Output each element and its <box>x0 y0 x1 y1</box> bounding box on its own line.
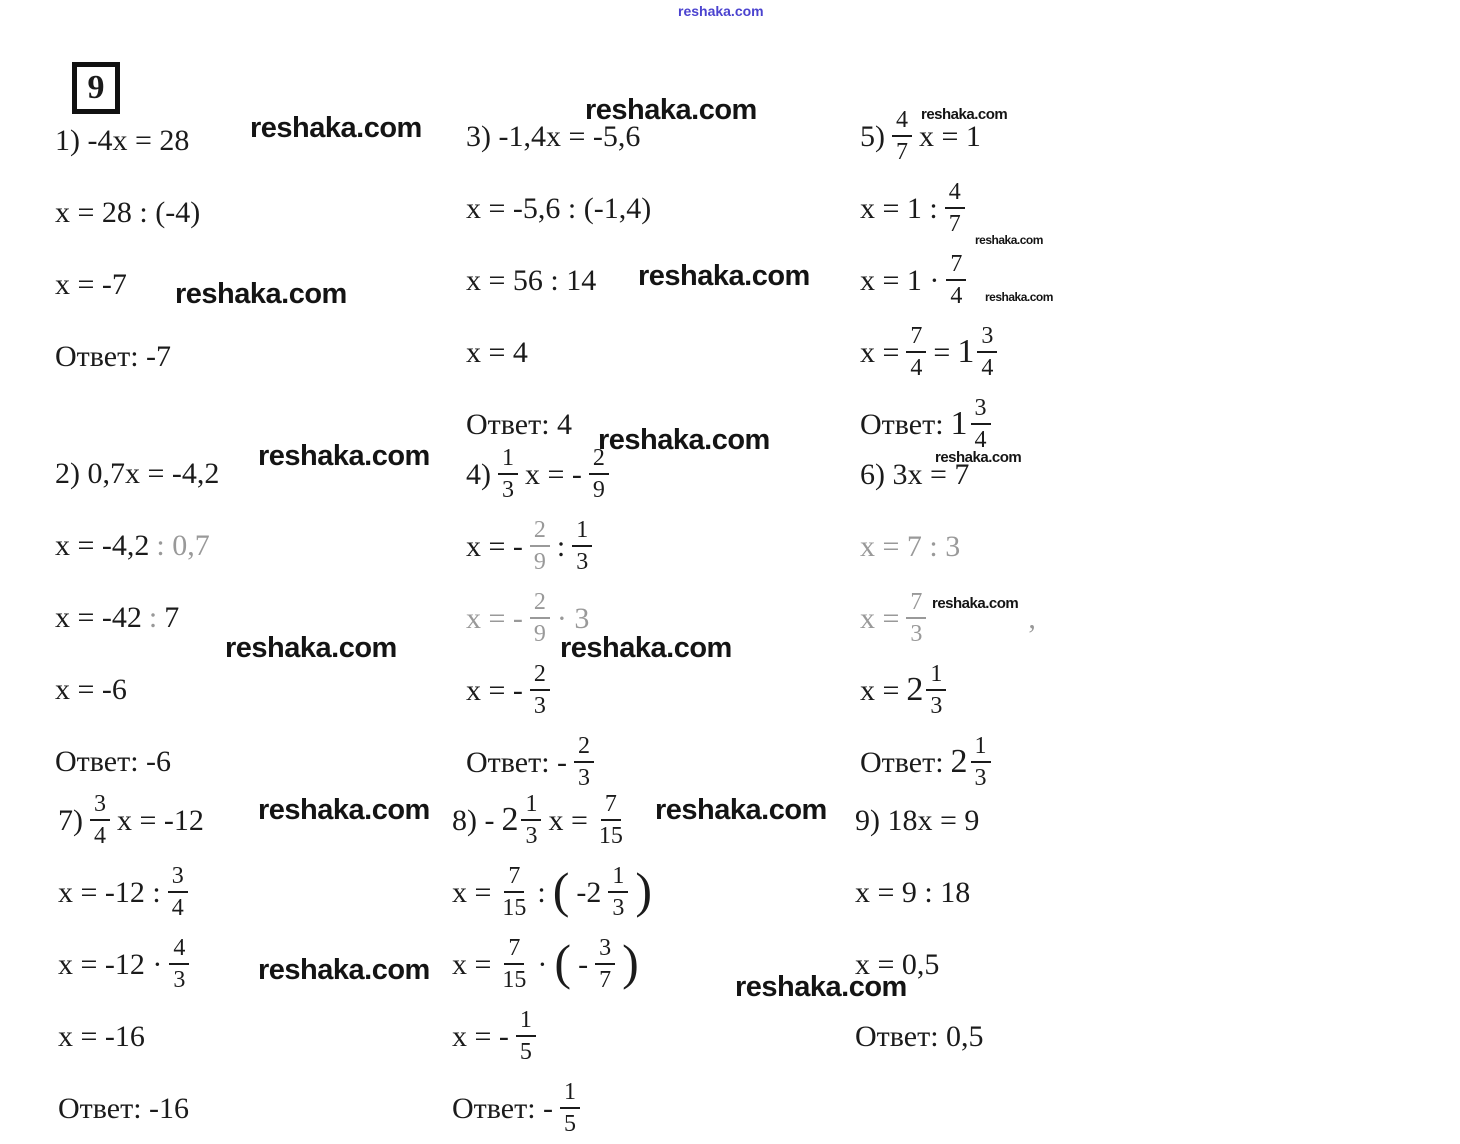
mixed-number <box>501 791 541 849</box>
fraction-numerator: 3 <box>595 935 615 965</box>
math-line <box>466 316 651 388</box>
mixed-number <box>957 323 997 381</box>
math-text: x = -12 <box>117 803 204 837</box>
problem-5-solution <box>860 100 997 460</box>
problem-6-solution <box>860 438 1036 798</box>
math-line <box>466 510 609 582</box>
problem-8-solution <box>452 784 652 1144</box>
fraction <box>530 589 550 647</box>
math-text: x = - <box>452 1019 509 1053</box>
math-text: x = 4 <box>466 335 528 369</box>
math-line <box>452 856 652 928</box>
math-text: , <box>1028 601 1036 635</box>
math-line <box>452 784 652 856</box>
fraction <box>977 323 997 381</box>
math-line <box>860 316 997 388</box>
problem-2-solution <box>55 437 219 797</box>
fraction-denominator: 3 <box>910 621 923 647</box>
fraction <box>530 517 550 575</box>
mixed-whole: 2 <box>906 671 924 709</box>
fraction-denominator: 9 <box>533 549 546 575</box>
fraction <box>572 517 592 575</box>
math-text: x = 1 · <box>860 263 940 297</box>
problem-7-solution <box>58 784 204 1144</box>
math-line <box>55 653 219 725</box>
fraction-numerator: 7 <box>504 863 524 893</box>
mixed-number <box>951 733 991 791</box>
watermark-stamp: reshaka.com <box>975 233 1043 247</box>
fraction <box>169 935 189 993</box>
math-text: 2) 0,7x = -4,2 <box>55 456 220 490</box>
fraction-numerator: 4 <box>945 179 965 209</box>
math-text: x = <box>452 947 492 981</box>
math-text: 7) <box>58 803 83 837</box>
math-text: ( <box>552 861 570 918</box>
fraction-numerator: 1 <box>608 863 628 893</box>
fraction-denominator: 9 <box>533 621 546 647</box>
math-text: x = - <box>466 673 523 707</box>
fraction-numerator: 7 <box>906 323 926 353</box>
math-text: ( <box>554 933 572 990</box>
fraction <box>971 733 991 791</box>
fraction-numerator: 1 <box>572 517 592 547</box>
watermark-stamp: reshaka.com <box>175 278 347 310</box>
math-text: Ответ: - <box>466 745 568 779</box>
fraction-numerator: 4 <box>169 935 189 965</box>
fraction-numerator: 1 <box>516 1007 536 1037</box>
math-text: Ответ: 4 <box>466 407 573 441</box>
fraction-numerator: 2 <box>530 589 550 619</box>
fraction <box>608 863 628 921</box>
fraction-numerator: 3 <box>971 395 991 425</box>
fraction-denominator: 7 <box>896 139 908 165</box>
watermark-stamp: reshaka.com <box>250 112 422 144</box>
math-line <box>466 244 651 316</box>
math-line <box>55 437 219 509</box>
fraction-numerator: 2 <box>574 733 594 763</box>
fraction-denominator: 3 <box>578 765 591 791</box>
fraction-denominator: 4 <box>950 283 963 309</box>
math-text: Ответ: -7 <box>55 339 172 373</box>
math-text: x = - <box>466 529 523 563</box>
math-text: Ответ: <box>860 407 944 441</box>
fraction-numerator: 2 <box>530 661 550 691</box>
math-text: x = -4,2 <box>55 528 150 562</box>
mixed-whole: 2 <box>950 743 968 781</box>
fraction-numerator: 7 <box>601 791 621 821</box>
watermark-stamp: reshaka.com <box>258 794 430 826</box>
fraction-numerator: 3 <box>168 863 188 893</box>
mixed-whole: 1 <box>957 333 975 371</box>
fraction-denominator: 4 <box>171 895 184 921</box>
math-text: x = 9 : 18 <box>855 875 971 909</box>
math-line <box>58 856 204 928</box>
fraction-numerator: 1 <box>971 733 991 763</box>
math-text: x = -16 <box>58 1019 145 1053</box>
problem-1-solution <box>55 104 200 392</box>
math-line <box>58 1072 204 1144</box>
fraction <box>595 791 627 849</box>
math-text: x = 28 : (-4) <box>55 195 201 229</box>
math-line <box>55 320 200 392</box>
fraction-denominator: 4 <box>974 427 987 453</box>
fraction-numerator: 1 <box>926 661 946 691</box>
math-text: -2 <box>576 875 602 909</box>
math-text: · 3 <box>556 601 590 635</box>
fraction-denominator: 4 <box>981 355 994 381</box>
math-text: Ответ: -6 <box>55 744 172 778</box>
math-text: x = 56 : 14 <box>466 263 597 297</box>
watermark-stamp: reshaka.com <box>225 632 397 664</box>
fraction-denominator: 7 <box>948 211 961 237</box>
math-text: x = - <box>525 457 582 491</box>
fraction-numerator: 7 <box>906 589 926 619</box>
math-text: 4) <box>466 457 491 491</box>
fraction <box>498 863 530 921</box>
fraction-denominator: 5 <box>564 1111 577 1137</box>
watermark-stamp: reshaka.com <box>655 794 827 826</box>
math-text: ) <box>622 933 639 990</box>
math-text: x = -42 <box>55 600 142 634</box>
math-text: 9) 18x = 9 <box>855 803 980 837</box>
fraction-numerator: 7 <box>946 251 966 281</box>
math-text: = <box>933 335 951 369</box>
site-watermark-top: reshaka.com <box>678 3 764 19</box>
fraction-denominator: 3 <box>576 549 589 575</box>
math-text: 1) -4x = 28 <box>55 123 190 157</box>
math-text: Ответ: -16 <box>58 1091 190 1125</box>
mixed-whole: 1 <box>950 405 968 443</box>
fraction-denominator: 15 <box>502 895 527 921</box>
watermark-stamp: reshaka.com <box>258 440 430 472</box>
math-line <box>58 784 204 856</box>
math-text: x = 1 <box>919 119 981 153</box>
watermark-stamp: reshaka.com <box>985 290 1053 304</box>
math-text: x = -5,6 : (-1,4) <box>466 191 652 225</box>
math-text: Ответ: - <box>452 1091 554 1125</box>
fraction-denominator: 15 <box>598 823 623 849</box>
math-text: Ответ: <box>860 745 944 779</box>
math-line <box>860 510 1036 582</box>
fraction-numerator: 3 <box>90 791 110 821</box>
math-text: · <box>537 947 548 981</box>
fraction-numerator: 2 <box>530 517 550 547</box>
math-line <box>860 244 997 316</box>
fraction <box>945 179 965 237</box>
fraction-denominator: 7 <box>599 967 612 993</box>
math-line <box>58 928 204 1000</box>
fraction-denominator: 3 <box>930 693 943 719</box>
math-text: ) <box>635 861 653 918</box>
mixed-whole: 2 <box>501 801 519 839</box>
fraction <box>574 733 594 791</box>
fraction-denominator: 3 <box>525 823 538 849</box>
fraction <box>926 661 946 719</box>
math-text: x = 0,5 <box>855 947 940 981</box>
math-text: : <box>556 529 566 563</box>
fraction <box>90 791 110 849</box>
watermark-stamp: reshaka.com <box>598 424 770 456</box>
fraction-denominator: 3 <box>502 477 514 503</box>
fraction-denominator: 4 <box>94 823 106 849</box>
watermark-stamp: reshaka.com <box>932 595 1019 612</box>
math-line <box>452 1000 652 1072</box>
fraction <box>521 791 541 849</box>
fraction <box>892 107 912 165</box>
problem-9-solution <box>855 784 984 1072</box>
fraction <box>906 589 926 647</box>
math-text: x = -6 <box>55 672 127 706</box>
fraction <box>498 935 530 993</box>
math-text: x = 1 : <box>860 191 938 225</box>
math-line <box>55 176 200 248</box>
math-text: : <box>148 600 158 634</box>
fraction <box>530 661 550 719</box>
fraction-denominator: 4 <box>910 355 923 381</box>
math-text: Ответ: 0,5 <box>855 1019 984 1053</box>
watermark-stamp: reshaka.com <box>921 106 1008 123</box>
math-line <box>452 1072 652 1144</box>
math-text: 6) 3x = 7 <box>860 457 970 491</box>
fraction-denominator: 3 <box>173 967 186 993</box>
fraction-denominator: 15 <box>502 967 527 993</box>
fraction-numerator: 2 <box>589 445 609 475</box>
math-text: x = <box>860 601 900 635</box>
math-line <box>855 784 984 856</box>
fraction <box>498 445 518 503</box>
math-line <box>466 172 651 244</box>
watermark-stamp: reshaka.com <box>638 260 810 292</box>
fraction <box>906 323 926 381</box>
problem-number-badge: 9 <box>72 62 120 114</box>
fraction-numerator: 1 <box>560 1079 580 1109</box>
fraction-numerator: 1 <box>521 791 541 821</box>
math-text: x = <box>452 875 492 909</box>
math-text: x = - <box>466 601 523 635</box>
math-text: x = <box>860 673 900 707</box>
math-text: x = <box>860 335 900 369</box>
math-text: : <box>537 875 546 909</box>
math-text: - <box>578 947 589 981</box>
math-text: 3) -1,4x = -5,6 <box>466 119 641 153</box>
math-line <box>855 856 984 928</box>
math-text: x = -12 : <box>58 875 161 909</box>
fraction <box>560 1079 580 1137</box>
fraction-numerator: 4 <box>892 107 912 137</box>
math-line <box>860 582 1036 654</box>
math-text: x = <box>548 803 588 837</box>
fraction <box>516 1007 536 1065</box>
math-line <box>466 438 609 510</box>
fraction <box>595 935 615 993</box>
watermark-stamp: reshaka.com <box>258 954 430 986</box>
fraction-numerator: 3 <box>977 323 997 353</box>
math-line <box>860 654 1036 726</box>
math-text: x = -7 <box>55 267 127 301</box>
fraction <box>946 251 966 309</box>
math-text: : 0,7 <box>156 528 210 562</box>
math-line <box>855 1000 984 1072</box>
watermark-stamp: reshaka.com <box>935 449 1022 466</box>
fraction-denominator: 3 <box>533 693 546 719</box>
fraction-denominator: 5 <box>519 1039 532 1065</box>
math-text: 8) - <box>452 803 495 837</box>
math-text: x = 7 : 3 <box>860 529 961 563</box>
mixed-number <box>906 661 946 719</box>
fraction-numerator: 1 <box>498 445 518 475</box>
math-line <box>55 509 219 581</box>
fraction-denominator: 3 <box>612 895 625 921</box>
math-line <box>58 1000 204 1072</box>
fraction-denominator: 3 <box>974 765 987 791</box>
watermark-stamp: reshaka.com <box>585 94 757 126</box>
fraction-denominator: 9 <box>592 477 605 503</box>
watermark-stamp: reshaka.com <box>735 971 907 1003</box>
math-text: 7 <box>164 600 180 634</box>
math-line <box>55 581 219 653</box>
math-text: 5) <box>860 119 885 153</box>
math-line <box>452 928 652 1000</box>
watermark-stamp: reshaka.com <box>560 632 732 664</box>
problem-3-solution <box>466 100 651 460</box>
fraction <box>168 863 188 921</box>
math-line <box>55 104 200 176</box>
problem-4-solution <box>466 438 609 798</box>
fraction-numerator: 7 <box>504 935 524 965</box>
math-text: x = -12 · <box>58 947 163 981</box>
